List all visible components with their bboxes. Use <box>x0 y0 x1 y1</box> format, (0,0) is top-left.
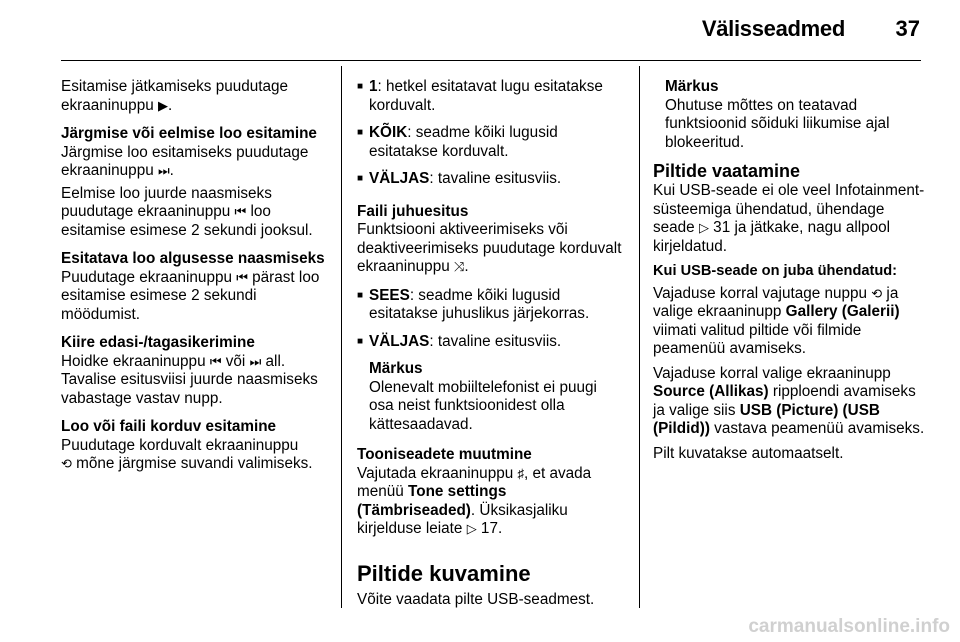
note-box <box>357 360 623 434</box>
camera-icon: ⟲ <box>871 285 883 301</box>
note-text: Ohutuse mõttes on teatavad funktsioonid sõiduki liikumise ajal blokeeritud. <box>665 96 890 151</box>
column-1 <box>61 78 333 484</box>
shuffle-icon: ⤨ <box>453 259 465 274</box>
next-track-icon: ⏭ <box>157 163 170 178</box>
page-ref-icon: ▷ <box>698 220 709 235</box>
heading-seek: Kiire edasi-/tagasikerimine <box>61 334 255 351</box>
list-item: ■ 1: hetkel esitatavat lugu esitatakse korduvalt. <box>357 78 623 115</box>
note-title: Märkus <box>665 78 719 95</box>
note-box <box>653 78 925 152</box>
list-item: ■ KÕIK: seadme kõiki lugusid esitatakse korduvalt. <box>357 124 623 161</box>
page-ref-icon: ▷ <box>466 521 477 536</box>
paragraph-connect: Kui USB-seade ei ole veel Infotainment-süsteemiga ühendatud, ühendage seade ▷ 31 ja jätkake, nagu allpool kirjeldatud. <box>653 182 925 255</box>
prev-track-icon: ⏮ <box>234 204 247 219</box>
paragraph-restart: Puudutage ekraaninuppu ⏮ pärast loo esitamise esimese 2 sekundi möödumist. <box>61 268 320 323</box>
heading-restart: Esitatava loo algusesse naasmiseks <box>61 250 325 267</box>
heading-view-pictures: Piltide vaatamine <box>653 161 801 181</box>
play-icon: ▶ <box>157 97 168 113</box>
tone-icon: ♯ <box>517 465 524 481</box>
list-item: ■ SEES: seadme kõiki lugusid esitatakse juhuslikus järjekorras. <box>357 287 623 324</box>
paragraph-tone: Vajutada ekraaninuppu ♯, et avada menüü Tone settings (Tämbriseaded). Üksikasjaliku kirjelduse leiate ▷ 17. <box>357 464 592 537</box>
page-number: 37 <box>895 16 920 41</box>
paragraph-pictures: Võite vaadata pilte USB-seadmest. <box>357 590 595 608</box>
column-divider-1 <box>341 66 342 608</box>
page-header <box>0 0 960 60</box>
paragraph-gallery: Vajaduse korral vajutage nuppu ⟲ ja valige ekraaninupp Gallery (Galerii) viimati valitud piltide või filmide peamenüü avamiseks. <box>653 284 900 357</box>
column-3 <box>653 78 925 473</box>
heading-shuffle: Faili juhuesitus <box>357 202 469 220</box>
next-track-icon: ⏭ <box>249 353 262 369</box>
heading-pictures: Piltide kuvamine <box>357 560 531 586</box>
list-item: ■ VÄLJAS: tavaline esitusviis. <box>357 333 623 352</box>
heading-next-prev: Järgmise või eelmise loo esitamine <box>61 125 317 142</box>
paragraph-resume: Esitamise jätkamiseks puudutage ekraaninuppu ▶. <box>61 78 289 114</box>
paragraph-seek: Hoidke ekraaninuppu ⏮ või ⏭ all. Tavalise esitusviisi juurde naasmiseks vabastage vastav nupp. <box>61 352 318 407</box>
paragraph-source: Vajaduse korral valige ekraaninupp Source (Allikas) ripploendi avamiseks ja valige siis USB (Picture) (USB (Pildid)) vastava peamenüü avamiseks. <box>653 364 925 437</box>
paragraph-auto: Pilt kuvatakse automaatselt. <box>653 444 844 462</box>
column-divider-2 <box>639 66 640 608</box>
note-text: Olenevalt mobiiltelefonist ei puugi osa neist funktsioonidest olla kättesaadavad. <box>369 378 597 433</box>
heading-connected: Kui USB-seade on juba ühendatud: <box>653 263 898 279</box>
heading-repeat: Loo või faili korduv esitamine <box>61 418 277 435</box>
column-2 <box>357 78 623 619</box>
repeat-icon: ⟲ <box>61 456 72 471</box>
prev-track-icon: ⏮ <box>209 353 222 369</box>
prev-track-icon: ⏮ <box>236 269 248 285</box>
list-item: ■ VÄLJAS: tavaline esitusviis. <box>357 170 623 189</box>
watermark: carmanualsonline.info <box>748 616 950 637</box>
paragraph-shuffle: Funktsiooni aktiveerimiseks või deaktiveerimiseks puudutage korduvalt ekraaninuppu ⤨. <box>357 221 622 275</box>
section-title: Välisseadmed <box>701 16 845 41</box>
paragraph-next: Järgmise loo esitamiseks puudutage ekraaninuppu ⏭. <box>61 143 309 179</box>
note-title: Märkus <box>369 360 423 377</box>
paragraph-prev: Eelmise loo juurde naasmiseks puudutage ekraaninuppu ⏮ loo esitamise esimese 2 sekundi jooksul. <box>61 184 313 239</box>
paragraph-repeat: Puudutage korduvalt ekraaninuppu ⟲ mõne järgmise suvandi valimiseks. <box>61 436 313 472</box>
heading-tone: Tooniseadete muutmine <box>357 446 532 463</box>
header-divider <box>61 60 921 61</box>
